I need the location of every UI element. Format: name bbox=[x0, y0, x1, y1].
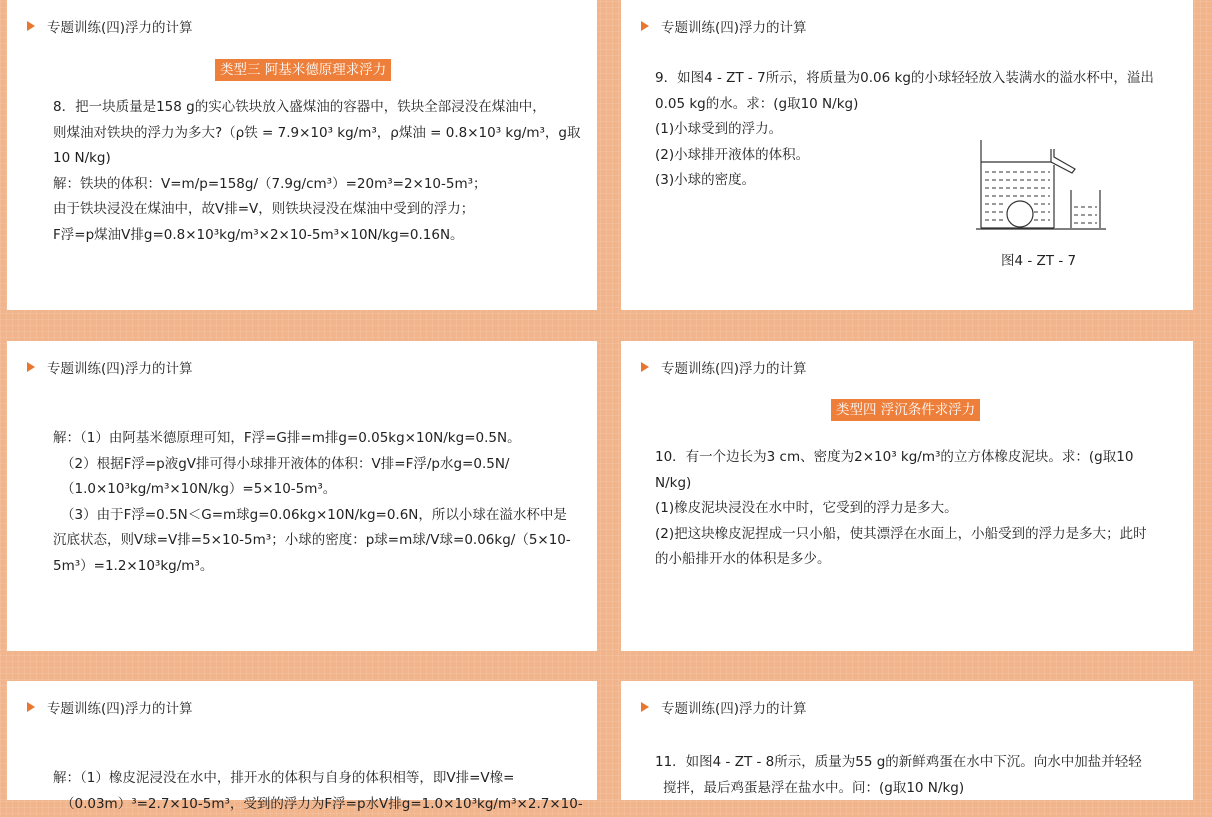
text-line: （3）由于F浮=0.5N＜G=m球g=0.06kg×10N/kg=0.6N，所以小球在溢水杯中是 bbox=[53, 503, 563, 529]
text-line: 的小船排开水的体积是多少。 bbox=[655, 547, 1160, 573]
text-line: (3)小球的密度。 bbox=[655, 168, 1175, 194]
text-line: 则煤油对铁块的浮力为多大?（ρ铁 = 7.9×10³ kg/m³，ρ煤油 = 0.8×10³ kg/m³，g取 bbox=[53, 121, 568, 147]
triangle-bullet-icon bbox=[641, 21, 649, 31]
slide-header bbox=[641, 16, 807, 36]
text-line: （1.0×10³kg/m³×10N/kg）=5×10-5m³。 bbox=[53, 477, 563, 503]
triangle-bullet-icon bbox=[27, 21, 35, 31]
slide-panel-problem9 bbox=[621, 0, 1193, 310]
text-line: 解：（1）由阿基米德原理可知，F浮=G排=m排g=0.05kg×10N/kg=0.5N。 bbox=[53, 426, 563, 452]
slide-panel-type3 bbox=[7, 0, 597, 310]
section-badge: 类型三 阿基米德原理求浮力 bbox=[215, 59, 391, 81]
text-line: 解：（1）橡皮泥浸没在水中，排开水的体积与自身的体积相等，即V排=V橡= bbox=[53, 766, 563, 792]
text-line: （2）根据F浮=p液gV排可得小球排开液体的体积：V排=F浮/p水g=0.5N/ bbox=[53, 452, 563, 478]
slide-header bbox=[641, 357, 807, 377]
text-line: 8．把一块质量是158 g的实心铁块放入盛煤油的容器中，铁块全部浸没在煤油中， bbox=[53, 95, 568, 121]
solution-10-text bbox=[53, 766, 563, 817]
text-line: F浮=p煤油V排g=0.8×10³kg/m³×2×10-5m³×10N/kg=0.16N。 bbox=[53, 223, 568, 249]
section-badge: 类型四 浮沉条件求浮力 bbox=[831, 399, 980, 421]
slide-header bbox=[27, 697, 193, 717]
text-line: 11．如图4 - ZT - 8所示，质量为55 g的新鲜鸡蛋在水中下沉。向水中加盐并轻轻 bbox=[655, 750, 1175, 776]
triangle-bullet-icon bbox=[641, 702, 649, 712]
slide-panel-solution10 bbox=[7, 681, 597, 800]
triangle-bullet-icon bbox=[27, 702, 35, 712]
text-line: 0.05 kg的水。求：(g取10 N/kg) bbox=[655, 92, 1175, 118]
problem-10-text bbox=[655, 445, 1160, 573]
header-title: 专题训练(四)浮力的计算 bbox=[47, 697, 193, 717]
slide-panel-solution9 bbox=[7, 341, 597, 651]
text-line: 5m³）=1.2×10³kg/m³。 bbox=[53, 554, 563, 580]
text-line: 10．有一个边长为3 cm、密度为2×10³ kg/m³的立方体橡皮泥块。求：(g取10 bbox=[655, 445, 1160, 471]
header-title: 专题训练(四)浮力的计算 bbox=[661, 16, 807, 36]
problem-8-text bbox=[53, 95, 568, 248]
header-title: 专题训练(四)浮力的计算 bbox=[47, 357, 193, 377]
slide-header bbox=[27, 16, 193, 36]
problem-11-text bbox=[655, 750, 1175, 801]
text-line: 搅拌，最后鸡蛋悬浮在盐水中。问：(g取10 N/kg) bbox=[655, 776, 1175, 802]
triangle-bullet-icon bbox=[27, 362, 35, 372]
text-line: （0.03m）³=2.7×10-5m³，受到的浮力为F浮=p水V排g=1.0×10³kg/m³×2.7×10- bbox=[53, 792, 563, 817]
text-line: 由于铁块浸没在煤油中，故V排=V，则铁块浸没在煤油中受到的浮力； bbox=[53, 197, 568, 223]
text-line: (2)小球排开液体的体积。 bbox=[655, 143, 1175, 169]
overflow-cup-figure bbox=[976, 135, 1111, 265]
solution-9-text bbox=[53, 426, 563, 579]
text-line: (1)橡皮泥块浸没在水中时，它受到的浮力是多大。 bbox=[655, 496, 1160, 522]
text-line: N/kg) bbox=[655, 471, 1160, 497]
text-line: (1)小球受到的浮力。 bbox=[655, 117, 1175, 143]
text-line: 10 N/kg) bbox=[53, 146, 568, 172]
triangle-bullet-icon bbox=[641, 362, 649, 372]
slide-panel-problem11 bbox=[621, 681, 1193, 800]
header-title: 专题训练(四)浮力的计算 bbox=[47, 16, 193, 36]
header-title: 专题训练(四)浮力的计算 bbox=[661, 357, 807, 377]
text-line: 9．如图4 - ZT - 7所示，将质量为0.06 kg的小球轻轻放入装满水的溢水杯中，溢出 bbox=[655, 66, 1175, 92]
header-title: 专题训练(四)浮力的计算 bbox=[661, 697, 807, 717]
figure-caption: 图4 - ZT - 7 bbox=[1001, 249, 1076, 269]
text-line: (2)把这块橡皮泥捏成一只小船，使其漂浮在水面上，小船受到的浮力是多大；此时 bbox=[655, 522, 1160, 548]
slide-header bbox=[641, 697, 807, 717]
slide-panel-type4 bbox=[621, 341, 1193, 651]
text-line: 解：铁块的体积：V=m/p=158g/（7.9g/cm³）=20m³=2×10-5m³； bbox=[53, 172, 568, 198]
slide-header bbox=[27, 357, 193, 377]
text-line: 沉底状态，则V球=V排=5×10-5m³；小球的密度：p球=m球/V球=0.06kg/（5×10- bbox=[53, 528, 563, 554]
